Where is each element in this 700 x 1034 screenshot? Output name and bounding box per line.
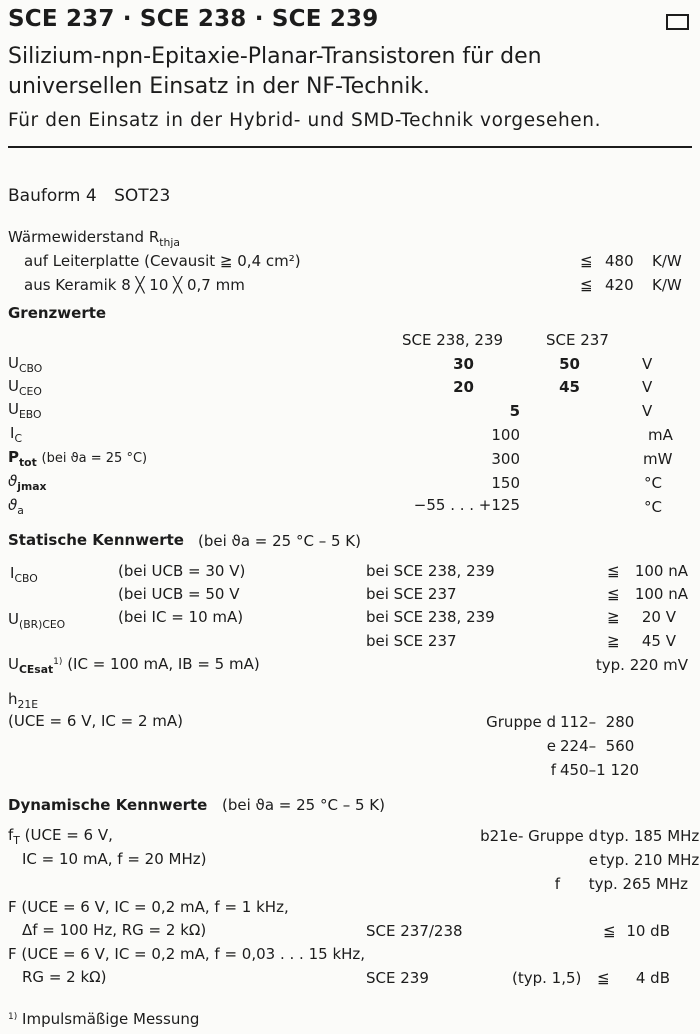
- param-sym: I: [10, 564, 15, 582]
- header-rule: [8, 146, 692, 148]
- icbo-rel-2: ≦: [607, 585, 620, 603]
- h21e-cond: (UCE = 6 V, IC = 2 mA): [8, 712, 184, 730]
- f1-cond-1: F (UCE = 6 V, IC = 0,2 mA, f = 1 kHz,: [8, 898, 289, 916]
- bauform: [8, 188, 170, 205]
- f2-typ: (typ. 1,5): [512, 969, 582, 987]
- f1-cond-2: Δf = 100 Hz, RG = 2 kΩ): [22, 921, 207, 939]
- param-sub: CBO: [14, 571, 38, 585]
- ucbo-unit: V: [642, 355, 653, 373]
- h21e-group-d-name: Gruppe d: [486, 713, 556, 731]
- param-sym: ϑ: [8, 496, 18, 514]
- ta-value: −55 . . . +125: [413, 496, 520, 514]
- f1-type: SCE 237/238: [366, 922, 463, 940]
- param-sub: CBO: [18, 361, 43, 375]
- dynamisch-cond: (bei ϑa = 25 °C – 5 K): [222, 796, 385, 814]
- f1-rel: ≦: [603, 922, 616, 940]
- icbo-type-2: bei SCE 237: [366, 585, 457, 603]
- param-uebo: [8, 400, 42, 421]
- h21e-group-e-name: e: [546, 737, 556, 755]
- thermal-row-1-text: auf Leiterplatte (Cevausit ≧ 0,4 cm²): [24, 252, 301, 270]
- param-h21e: [8, 690, 39, 711]
- thermal-row-1-value: 480: [605, 252, 634, 270]
- icbo-cond-2: (bei UCB = 50 V: [118, 585, 240, 603]
- param-ta: [8, 496, 24, 517]
- param-sym: U: [8, 655, 19, 673]
- thermal-row-1-rel: ≦: [580, 252, 593, 270]
- param-sym: ϑ: [8, 472, 18, 490]
- ubr-rel-2: ≧: [607, 632, 620, 650]
- param-sym: I: [10, 424, 15, 442]
- f2-value: 4 dB: [635, 969, 670, 987]
- icbo-value-1: 100 nA: [634, 562, 688, 580]
- ubr-value-1: 20 V: [641, 608, 676, 626]
- ubr-type-2: bei SCE 237: [366, 632, 457, 650]
- f2-rel: ≦: [597, 969, 610, 987]
- ucesat-cond: (IC = 100 mA, IB = 5 mA): [67, 655, 260, 673]
- f2-type: SCE 239: [366, 969, 429, 987]
- footnote-ref: 1): [53, 657, 63, 668]
- param-sym: U: [8, 377, 19, 395]
- subtitle-line-3: Für den Einsatz in der Hybrid- und SMD-Technik vorgesehen.: [8, 110, 602, 131]
- param-sym: U: [8, 400, 19, 418]
- ucbo-v1: 30: [453, 355, 474, 373]
- uceo-v1: 20: [453, 378, 474, 396]
- ft-row-2-value: typ. 210 MHz: [600, 851, 700, 869]
- ptot-value: 300: [491, 450, 520, 468]
- ft-row-1-label: b21e- Gruppe d: [480, 827, 598, 845]
- param-icbo: [10, 564, 38, 585]
- ft-row-1-value: typ. 185 MHz: [600, 827, 700, 845]
- ic-value: 100: [491, 426, 520, 444]
- h21e-group-f-range: 450–1 120: [560, 761, 640, 779]
- thermal-row-2-unit: K/W: [652, 276, 682, 294]
- param-sub: EBO: [18, 407, 42, 421]
- param-sym: f: [8, 826, 14, 844]
- subtitle-line-2: universellen Einsatz in der NF-Technik.: [8, 74, 431, 99]
- param-sub: CEO: [18, 384, 42, 398]
- param-ubr: [8, 610, 66, 631]
- param-sub: (BR)CEO: [18, 617, 66, 631]
- grenzwerte-col1: SCE 238, 239: [402, 331, 504, 349]
- param-ucesat: [8, 655, 260, 676]
- page-title: SCE 237 · SCE 238 · SCE 239: [8, 6, 379, 32]
- footnote-text: Impulsmäßige Messung: [22, 1010, 200, 1028]
- param-sym: U: [8, 354, 19, 372]
- f1-value: 10 dB: [626, 922, 670, 940]
- param-ptot: [8, 448, 148, 469]
- h21e-group-f-name: f: [550, 761, 556, 779]
- f2-cond-2: RG = 2 kΩ): [22, 968, 107, 986]
- uebo-value: 5: [509, 402, 520, 420]
- param-sub: CEsat: [18, 662, 54, 676]
- subtitle-line-1: Silizium-npn-Epitaxie-Planar-Transistoren für den: [8, 44, 542, 69]
- grenzwerte-heading: Grenzwerte: [8, 304, 107, 322]
- param-uceo: [8, 377, 42, 398]
- dynamisch-heading: Dynamische Kennwerte: [8, 796, 208, 814]
- ic-unit: mA: [648, 426, 673, 444]
- param-ucbo: [8, 354, 43, 375]
- param-tjmax: [8, 472, 47, 493]
- ta-unit: °C: [644, 498, 662, 516]
- ft-row-3-value: typ. 265 MHz: [588, 875, 688, 893]
- ft-row-3-label: f: [554, 875, 560, 893]
- ucesat-value: typ. 220 mV: [595, 656, 688, 674]
- ubr-value-2: 45 V: [641, 632, 676, 650]
- ptot-unit: mW: [643, 450, 673, 468]
- bauform-package: SOT23: [114, 186, 171, 206]
- h21e-group-e-range: 224– 560: [560, 737, 635, 755]
- footnote-mark: 1): [8, 1012, 18, 1023]
- thermal-label: [8, 228, 180, 249]
- thermal-row-2-value: 420: [605, 276, 634, 294]
- param-sub: C: [14, 431, 22, 445]
- ft-cond-1: (UCE = 6 V,: [24, 826, 113, 844]
- param-sub: T: [13, 833, 20, 847]
- tjmax-value: 150: [491, 474, 520, 492]
- param-sub: 21E: [17, 697, 39, 711]
- grenzwerte-col2: SCE 237: [546, 331, 609, 349]
- ptot-cond: (bei ϑa = 25 °C): [41, 451, 148, 466]
- icbo-type-1: bei SCE 238, 239: [366, 562, 495, 580]
- uceo-unit: V: [642, 378, 653, 396]
- thermal-row-2-text: aus Keramik 8 ╳ 10 ╳ 0,7 mm: [24, 276, 245, 294]
- param-sym: P: [8, 448, 19, 466]
- param-sub: tot: [19, 455, 37, 469]
- uebo-unit: V: [642, 402, 653, 420]
- uceo-v2: 45: [559, 378, 580, 396]
- ubr-type-1: bei SCE 238, 239: [366, 608, 495, 626]
- ubr-cond-1: (bei IC = 10 mA): [118, 608, 244, 626]
- icbo-cond-1: (bei UCB = 30 V): [118, 562, 246, 580]
- ucbo-v2: 50: [559, 355, 580, 373]
- tjmax-unit: °C: [644, 474, 662, 492]
- param-sub: jmax: [17, 479, 47, 493]
- box-icon: [666, 14, 689, 30]
- thermal-row-2-rel: ≦: [580, 276, 593, 294]
- statisch-cond: (bei ϑa = 25 °C – 5 K): [198, 532, 361, 550]
- statisch-heading: Statische Kennwerte: [8, 531, 184, 549]
- icbo-rel-1: ≦: [607, 562, 620, 580]
- thermal-row-1-unit: K/W: [652, 252, 682, 270]
- param-sub: a: [17, 503, 24, 517]
- param-sym: U: [8, 610, 19, 628]
- ubr-rel-1: ≧: [607, 608, 620, 626]
- icbo-value-2: 100 nA: [634, 585, 688, 603]
- param-ic: [10, 424, 22, 445]
- f2-cond-1: F (UCE = 6 V, IC = 0,2 mA, f = 0,03 . . . 15 kHz,: [8, 945, 366, 963]
- bauform-label: Bauform 4: [8, 186, 97, 206]
- ft-cond-2: IC = 10 mA, f = 20 MHz): [22, 850, 207, 868]
- h21e-group-d-range: 112– 280: [560, 713, 635, 731]
- thermal-label-text: Wärmewiderstand R: [8, 228, 160, 246]
- ft-row-2-label: e: [588, 851, 598, 869]
- thermal-label-sub: thja: [159, 235, 180, 249]
- param-ft: [8, 826, 113, 847]
- param-sym: h: [8, 690, 18, 708]
- footnote: [8, 1012, 199, 1027]
